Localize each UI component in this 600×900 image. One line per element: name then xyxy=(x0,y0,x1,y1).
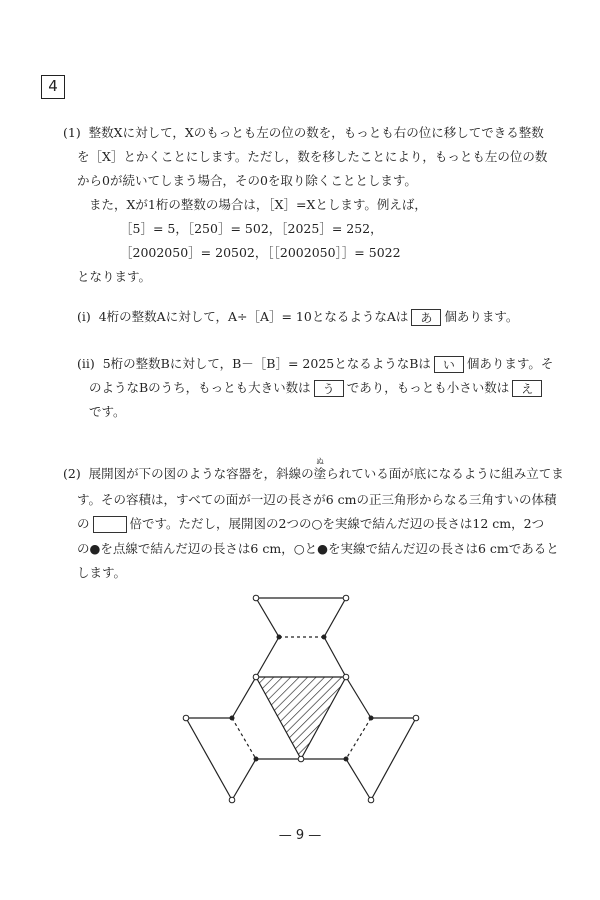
shaded-base-triangle xyxy=(256,677,346,759)
part1-intro-6: となります。 xyxy=(77,269,152,284)
left-dotted-edge xyxy=(232,718,256,759)
part1-intro-3: また，Xが1桁の整数の場合は，［X］=Xとします。例えば， xyxy=(89,197,427,212)
right-dotted-edge xyxy=(346,718,371,759)
sub-i-text-after: 個あります。 xyxy=(444,309,519,324)
sub-ii-line2-mid: であり，もっとも小さい数は xyxy=(346,380,510,395)
part1-intro-2: から0が続いてしまう場合，その0を取り除くこととします。 xyxy=(77,173,417,188)
ruby-reading: ぬ xyxy=(315,457,324,466)
sub-i-text-before: 4桁の整数Aに対して，A÷［A］= 10となるようなAは xyxy=(98,309,409,324)
part1-intro-1: を［X］とかくことにします。ただし，数を移したことにより，もっとも左の位の数 xyxy=(77,149,548,164)
open-circle xyxy=(253,595,259,601)
sub-ii-label: (ii) xyxy=(77,356,95,371)
part1-label: (1) xyxy=(63,125,81,140)
filled-dot xyxy=(254,757,259,762)
answer-box-u[interactable]: う xyxy=(314,380,344,397)
open-circle xyxy=(298,756,304,762)
sub-i-label: (i) xyxy=(77,309,91,324)
part2-line1-b: られている面が底になるように組み立てま xyxy=(326,466,564,481)
part2-line-5: します。 xyxy=(77,565,127,580)
filled-dot xyxy=(230,716,235,721)
filled-dot xyxy=(322,635,327,640)
sub-question-ii-line3: です。 xyxy=(89,404,126,419)
answer-box-e[interactable]: え xyxy=(512,380,542,397)
answer-box-a[interactable]: あ xyxy=(411,309,441,326)
open-circle xyxy=(253,674,259,680)
top-flap xyxy=(256,598,346,677)
answer-box-i[interactable]: い xyxy=(434,356,464,373)
open-circle xyxy=(229,797,235,803)
open-circle xyxy=(183,715,189,721)
sub-ii-line1-after: 個あります。そ xyxy=(466,356,554,371)
sub-ii-line2-before: のようなBのうち，もっとも大きい数は xyxy=(89,380,311,395)
part1-example-1: ［5］= 5，［250］= 502，［2025］= 252， xyxy=(120,221,383,236)
filled-dot xyxy=(344,757,349,762)
part2-line-2: す。その容積は，すべての面が一辺の長さが6 cmの正三角形からなる三角すいの体積 xyxy=(77,492,557,507)
page-number: — 9 — xyxy=(278,828,322,843)
filled-dot xyxy=(369,716,374,721)
part2-line-4: の●を点線で結んだ辺の長さは6 cm，○と●を実線で結んだ辺の長さは6 cmであると xyxy=(77,541,559,556)
part2-line1-a: 展開図が下の図のような容器を，斜線の xyxy=(88,466,314,481)
open-circle xyxy=(413,715,419,721)
left-outer-edge xyxy=(186,718,232,800)
open-circle xyxy=(343,595,349,601)
filled-dot xyxy=(277,635,282,640)
open-circle xyxy=(368,797,374,803)
open-circle xyxy=(343,674,349,680)
part2-line3-before: の xyxy=(77,516,90,531)
ruby-base: 塗 xyxy=(313,466,327,481)
part1-intro-0: 整数Xに対して，Xのもっとも左の位の数を，もっとも右の位に移してできる整数 xyxy=(88,125,544,140)
problem-number: 4 xyxy=(41,75,65,99)
part2-label: (2) xyxy=(63,466,81,481)
part1-example-2: ［2002050］= 20502，［［2002050］］= 5022 xyxy=(120,245,401,260)
part2-line3-after: 倍です。ただし，展開図の2つの○を実線で結んだ辺の長さは12 cm，2つ xyxy=(129,516,545,531)
sub-ii-line1-before: 5桁の整数Bに対して，B－［B］= 2025となるようなBは xyxy=(102,356,431,371)
right-outer-edge xyxy=(371,718,416,800)
